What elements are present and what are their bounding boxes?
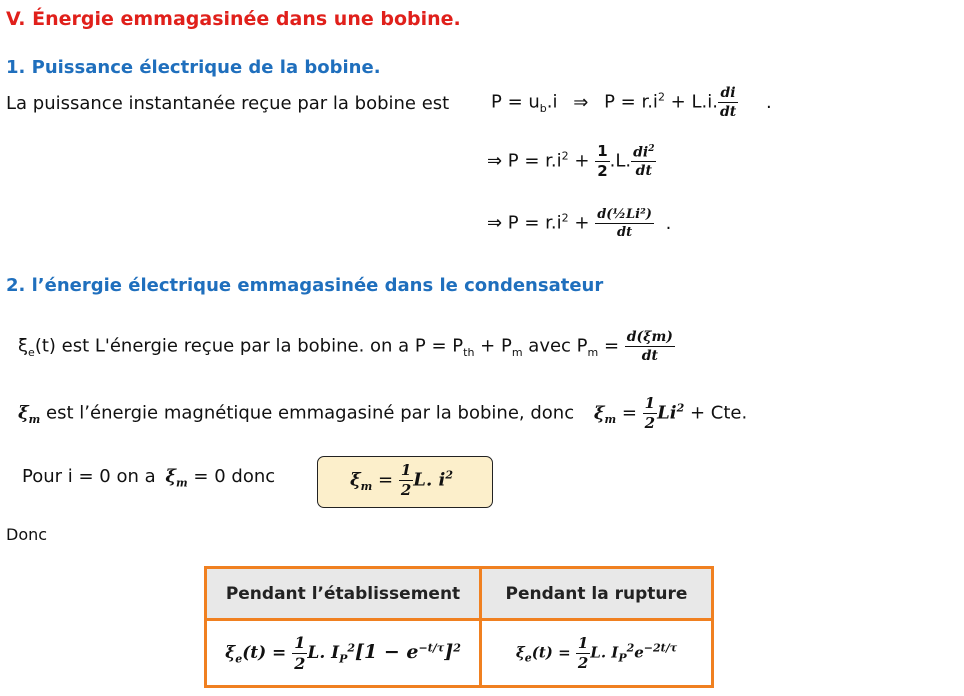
energy-table xyxy=(204,566,714,688)
part2-line2: $\xi_m$ est l’énergie magnétique emmagasiné par la bobine, donc $\xi_m$ = $\frac{1}{2}$ $Li^2$ + Cte. xyxy=(18,394,748,432)
formula-rupture: $\xi_e(t)$ = $\frac{1}{2}$ L. $I_P^2e^{-2t/\tau}$ xyxy=(515,633,678,672)
part1-heading: 1. Puissance électrique de la bobine. xyxy=(6,57,381,78)
header-rupture: Pendant la rupture xyxy=(482,569,711,618)
part2-line1: $\xi_e(t)$ est L'énergie reçue par la bobine. on a $P = P_{th} + P_m$ avec $P_m$ = $\frac{d(\xi m)}{dt}$ xyxy=(18,329,673,364)
part2-line3: Pour i = 0 on a $\xi_m = 0$ donc xyxy=(22,466,276,490)
result-formula: $\xi_m$ = $\frac{1}{2}$ L. $i^2$ xyxy=(350,461,453,499)
equation-2: ⇒ $P = r.i^2$ + $\frac{1}{2}$ .L. $\frac{di^2}{dt}$ xyxy=(487,142,655,180)
equation-1: $P = u_b.i$ ⇒ $P = r.i^2 + L.i$. $\frac{di}{dt}$ . xyxy=(491,85,772,120)
equation-3: ⇒ $P = r.i^2$ + $\frac{\text{d(½Li²)}}{dt}$ . xyxy=(487,207,672,240)
result-box xyxy=(317,456,493,508)
section-title: V. Énergie emmagasinée dans une bobine. xyxy=(6,8,461,30)
part1-sentence: La puissance instantanée reçue par la bobine est xyxy=(6,93,450,114)
part2-heading: 2. l’énergie électrique emmagasinée dans le condensateur xyxy=(6,275,604,296)
formula-etablissement: $\xi_e(t)$ = $\frac{1}{2}$ L. $I_P^2[1 - e^{-t/\tau}]^2$ xyxy=(225,632,461,673)
header-etablissement: Pendant l’établissement xyxy=(207,569,479,618)
donc-label: Donc xyxy=(6,525,48,544)
